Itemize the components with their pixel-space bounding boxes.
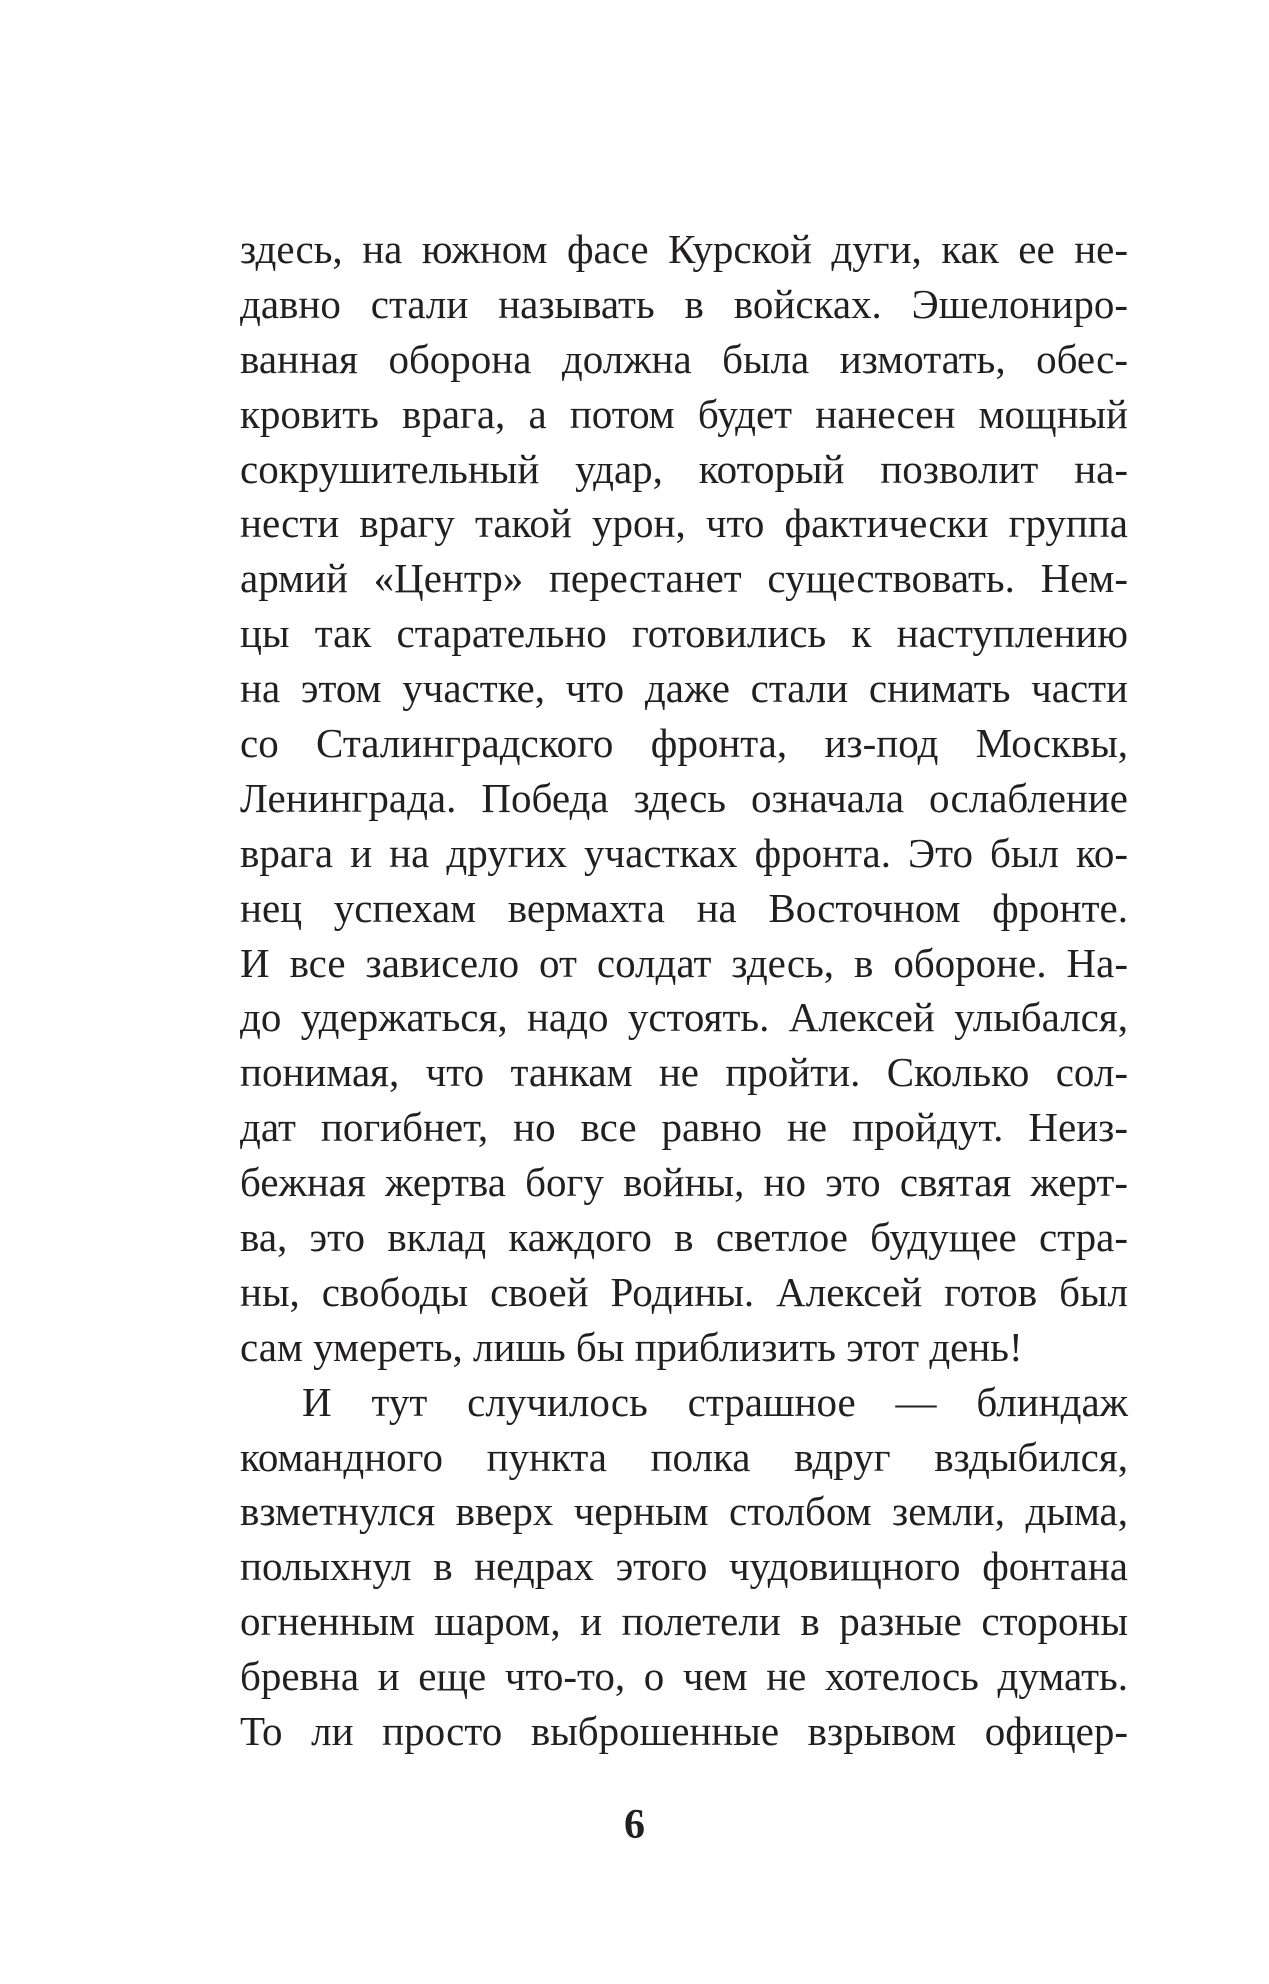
text-line: огненным шаром, и полетели в разные стороны	[240, 1598, 1128, 1645]
text-line: сокрушительный удар, который позволит на-	[240, 445, 1128, 492]
text-line: понимая, что танкам не пройти. Сколько сол-	[240, 1049, 1128, 1096]
text-line: здесь, на южном фасе Курской дуги, как ее не-	[240, 226, 1128, 272]
text-line: взметнулся вверх черным столбом земли, дыма,	[240, 1488, 1128, 1535]
text-line: до удержаться, надо устоять. Алексей улыбался,	[240, 994, 1128, 1041]
text-line: нести врагу такой урон, что фактически группа	[240, 500, 1128, 547]
text-line: давно стали называть в войсках. Эшелониро-	[240, 280, 1128, 327]
text-line: И тут случилось страшное — блиндаж	[302, 1378, 1128, 1425]
text-line: дат погибнет, но все равно не пройдут. Неиз-	[240, 1104, 1128, 1151]
text-line: врага и на других участках фронта. Это был ко-	[240, 829, 1128, 876]
text-line: полыхнул в недрах этого чудовищного фонтана	[240, 1543, 1128, 1590]
text-line: ванная оборона должна была измотать, обес-	[240, 335, 1128, 382]
text-line: кровить врага, а потом будет нанесен мощный	[240, 390, 1128, 437]
text-line: То ли просто выброшенные взрывом офицер-	[240, 1708, 1128, 1755]
text-line: армий «Центр» перестанет существовать. Нем-	[240, 555, 1128, 602]
text-line: цы так старательно готовились к наступлению	[240, 610, 1128, 657]
paragraph-2	[240, 1375, 1128, 1759]
text-line: ны, свободы своей Родины. Алексей готов был	[240, 1268, 1128, 1315]
text-line: бревна и еще что-то, о чем не хотелось думать.	[240, 1653, 1128, 1700]
text-line: нец успехам вермахта на Восточном фронте.	[240, 884, 1128, 931]
text-line: И все зависело от солдат здесь, в обороне. На-	[240, 939, 1128, 986]
text-line: со Сталинградского фронта, из-под Москвы,	[240, 720, 1128, 767]
text-line: бежная жертва богу войны, но это святая жерт-	[240, 1159, 1128, 1206]
text-line: командного пункта полка вдруг вздыбился,	[240, 1433, 1128, 1480]
text-line: ва, это вклад каждого в светлое будущее стра-	[240, 1214, 1128, 1261]
text-line: сам умереть, лишь бы приблизить этот день!	[240, 1323, 1023, 1370]
body-text	[240, 222, 1128, 1759]
page-number: 6	[624, 1802, 645, 1848]
text-line: на этом участке, что даже стали снимать части	[240, 665, 1128, 712]
paragraph-1	[240, 222, 1128, 1375]
text-line: Ленинграда. Победа здесь означала ослабление	[240, 774, 1128, 821]
